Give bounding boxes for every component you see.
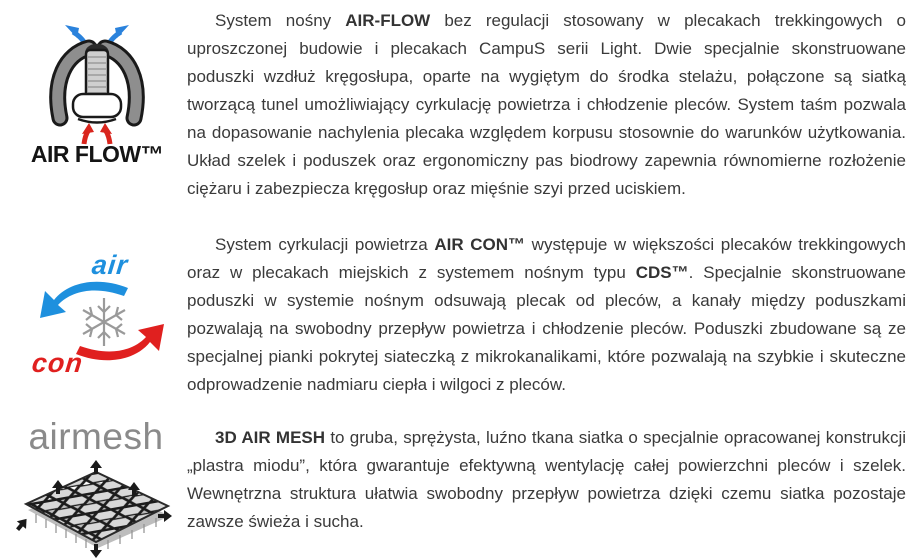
air-con-paragraph: System cyrkulacji powietrza AIR CON™ występuje w większości plecaków trekkingowych oraz w plecakach miejskich z systemem nośnym typu CDS™. Specjalnie skonstruowane poduszki w systemie nośnym odsuwają plecak od pleców, a kanały między poduszkami pozwalają na swobodny przepływ powietrza i chłodzenie pleców. Poduszki zbudowane są ze specjalnej pianki pokrytej siateczką z mikrokanalikami, które pozwalają na szybkie i skuteczne odprowadzenie nadmiaru ciepła i wilgoci z pleców. [187,235,907,394]
air-flow-logo-label: AIR FLOW™ [30,141,164,167]
airflow-backpack-icon [22,24,172,146]
airmesh-logo-label: airmesh [28,416,164,457]
air-flow-paragraph: System nośny AIR-FLOW bez regulacji stosowany w plecakach trekkingowych o uproszczonej budowie i plecakach CampuS serii Light. Dwie specjalnie skonstruowane poduszki wzdłuż kręgosłupa, oparte na wygiętym do środka stelażu, połączone są siatką tworzącą tunel umożliwiający cyrkulację powietrza i chłodzenie pleców. System taśm pozwala na dopasowanie nachylenia plecaka względem korpusu stosownie do warunków użytkowania. Układ szelek i poduszek oraz ergonomiczny pas biodrowy zapewnia równomierne rozłożenie ciężaru i zabezpiecza kręgosłup oraz mięśnie szyi przed uciskiem. [187,11,906,198]
air-con-logo [28,250,176,382]
airmesh-mesh-icon [16,458,176,560]
air-con-logo-con-label: con [30,348,85,378]
airmesh-logo [12,418,180,560]
air-con-logo-air-label: air [90,250,130,280]
airmesh-paragraph: 3D AIR MESH to gruba, sprężysta, luźno tkana siatka o specjalnie opracowanej konstrukcji „plastra miodu”, która gwarantuje efektywną wentylację całej powierzchni pleców i szelek. Wewnętrzna struktura ułatwia swobodny przepływ powietrza dzięki czemu siatka pozostaje zawsze świeża i sucha. [187,428,906,531]
air-flow-logo [22,24,172,168]
